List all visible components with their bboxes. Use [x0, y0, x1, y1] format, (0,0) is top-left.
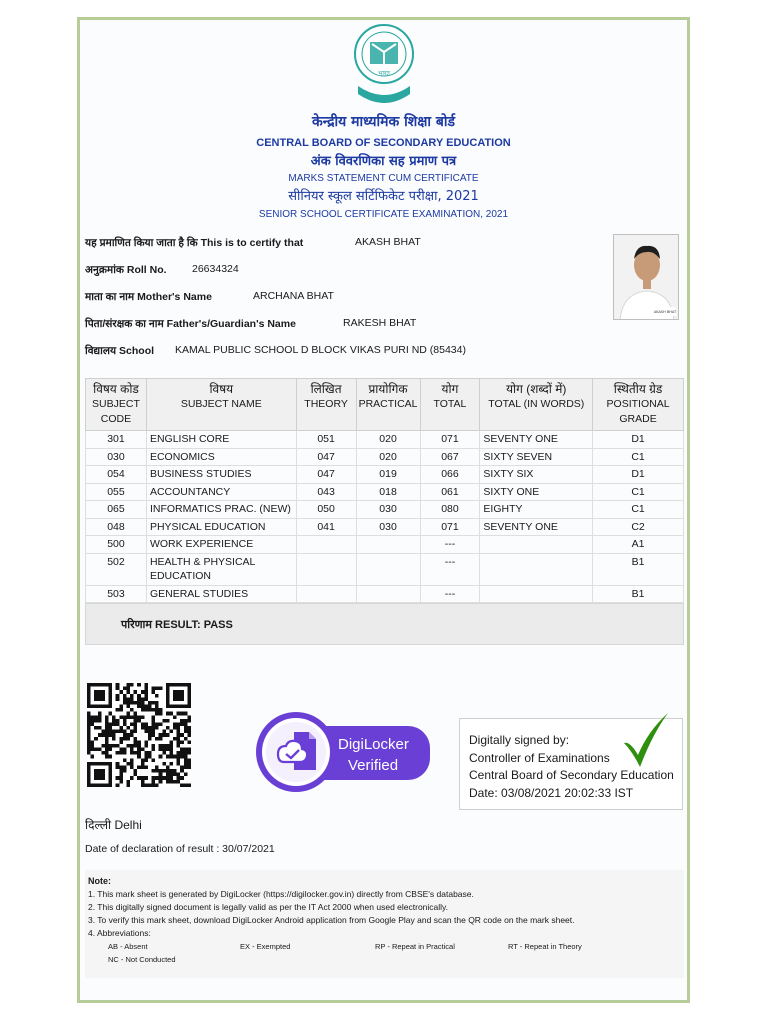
- signature-line-1: Digitally signed by:: [469, 733, 570, 747]
- signature-date: Date: 03/08/2021 20:02:33 IST: [469, 785, 634, 800]
- result-banner: [85, 603, 684, 645]
- notes-title: Note:: [88, 876, 111, 886]
- subject-name: ACCOUNTANCY: [146, 483, 296, 501]
- total-marks: 071: [420, 518, 480, 536]
- verified-label: Verified: [348, 757, 399, 774]
- abbreviation-nc: NC - Not Conducted: [108, 955, 176, 964]
- table-row: [86, 448, 684, 466]
- subject-code: 500: [86, 536, 147, 554]
- subject-name: PHYSICAL EDUCATION: [146, 518, 296, 536]
- subject-code: 030: [86, 448, 147, 466]
- qr-code[interactable]: [87, 683, 191, 787]
- subject-name: ENGLISH CORE: [146, 431, 296, 449]
- header-subject-code: विषय कोड SUBJECT CODE: [86, 379, 147, 431]
- practical-marks: 019: [356, 466, 420, 484]
- signature-line-2: Controller of Examinations: [469, 750, 610, 765]
- subject-name: HEALTH & PHYSICAL EDUCATION: [146, 553, 296, 585]
- cbse-logo: [352, 24, 416, 110]
- mother-name: ARCHANA BHAT: [253, 290, 334, 302]
- subject-code: 054: [86, 466, 147, 484]
- school-label: विद्यालय School: [85, 345, 155, 357]
- subject-name: INFORMATICS PRAC. (NEW): [146, 501, 296, 519]
- note-item: 2. This digitally signed document is legally valid as per the IT Act 2000 when used electronically.: [88, 902, 449, 912]
- board-name-hindi: केन्द्रीय माध्यमिक शिक्षा बोर्ड: [312, 114, 455, 130]
- practical-marks: 030: [356, 501, 420, 519]
- svg-text:भारत: भारत: [378, 70, 390, 77]
- digilocker-label: DigiLocker: [338, 736, 409, 753]
- theory-marks: [296, 585, 356, 603]
- positional-grade: C1: [593, 483, 684, 501]
- father-row: [85, 317, 417, 331]
- board-name-english: CENTRAL BOARD OF SECONDARY EDUCATION: [256, 137, 511, 149]
- subject-code: 048: [86, 518, 147, 536]
- mother-row: [85, 290, 334, 304]
- svg-text:AKASH BHAT: AKASH BHAT: [653, 310, 677, 314]
- school-row: [85, 344, 466, 358]
- abbreviation-row: [88, 940, 684, 953]
- total-marks: 067: [420, 448, 480, 466]
- header-practical: प्रायोगिक PRACTICAL: [356, 379, 420, 431]
- subject-code: 055: [86, 483, 147, 501]
- positional-grade: C1: [593, 501, 684, 519]
- total-in-words: SIXTY ONE: [480, 483, 593, 501]
- note-item: 1. This mark sheet is generated by DigiLocker (https://digilocker.gov.in) directly from CBSE's database.: [88, 889, 474, 899]
- total-marks: 061: [420, 483, 480, 501]
- total-in-words: [480, 536, 593, 554]
- abbreviation-ab: AB - Absent: [108, 942, 148, 951]
- practical-marks: 020: [356, 448, 420, 466]
- header-positional-grade: स्थितीय ग्रेड POSITIONAL GRADE: [593, 379, 684, 431]
- total-marks: ---: [420, 585, 480, 603]
- exam-title-english: SENIOR SCHOOL CERTIFICATE EXAMINATION, 2021: [258, 209, 509, 220]
- total-marks: 071: [420, 431, 480, 449]
- digilocker-verified-badge: [254, 708, 432, 792]
- total-in-words: SEVENTY ONE: [480, 518, 593, 536]
- total-in-words: SIXTY SIX: [480, 466, 593, 484]
- table-row: [86, 585, 684, 603]
- table-row: [86, 501, 684, 519]
- theory-marks: 047: [296, 448, 356, 466]
- total-in-words: [480, 585, 593, 603]
- student-name: AKASH BHAT: [355, 236, 421, 248]
- practical-marks: 018: [356, 483, 420, 501]
- subject-code: 301: [86, 431, 147, 449]
- total-marks: 080: [420, 501, 480, 519]
- header-total: योग TOTAL: [420, 379, 480, 431]
- header-total-words: योग (शब्दों में) TOTAL (IN WORDS): [480, 379, 593, 431]
- abbreviation-rt: RT - Repeat in Theory: [508, 942, 582, 951]
- total-in-words: SIXTY SEVEN: [480, 448, 593, 466]
- abbreviation-ex: EX - Exempted: [240, 942, 291, 951]
- table-row: [86, 466, 684, 484]
- table-header-row: [86, 379, 684, 431]
- father-label: पिता/संरक्षक का नाम Father's/Guardian's Name: [85, 318, 296, 330]
- positional-grade: C2: [593, 518, 684, 536]
- subject-name: WORK EXPERIENCE: [146, 536, 296, 554]
- theory-marks: 041: [296, 518, 356, 536]
- practical-marks: 020: [356, 431, 420, 449]
- roll-label: अनुक्रमांक Roll No.: [85, 264, 167, 276]
- practical-marks: [356, 553, 420, 585]
- school-name: KAMAL PUBLIC SCHOOL D BLOCK VIKAS PURI ND (85434): [175, 344, 466, 356]
- notes-section: [85, 870, 684, 978]
- table-row: [86, 431, 684, 449]
- signature-line-3: Central Board of Secondary Education: [469, 768, 674, 782]
- subject-name: BUSINESS STUDIES: [146, 466, 296, 484]
- subject-code: 503: [86, 585, 147, 603]
- positional-grade: D1: [593, 431, 684, 449]
- total-in-words: EIGHTY: [480, 501, 593, 519]
- theory-marks: [296, 536, 356, 554]
- header-theory: लिखित THEORY: [296, 379, 356, 431]
- positional-grade: B1: [593, 553, 684, 585]
- positional-grade: A1: [593, 536, 684, 554]
- positional-grade: C1: [593, 448, 684, 466]
- subject-code: 502: [86, 553, 147, 585]
- digital-signature-box: [459, 718, 683, 810]
- total-in-words: [480, 553, 593, 585]
- positional-grade: D1: [593, 466, 684, 484]
- theory-marks: [296, 553, 356, 585]
- document-title-english: MARKS STATEMENT CUM CERTIFICATE: [288, 173, 479, 184]
- practical-marks: [356, 585, 420, 603]
- document-title-hindi: अंक विवरणिका सह प्रमाण पत्र: [310, 154, 457, 169]
- table-row: [86, 536, 684, 554]
- header-subject-name: विषय SUBJECT NAME: [146, 379, 296, 431]
- total-marks: ---: [420, 553, 480, 585]
- note-item: 4. Abbreviations:: [88, 928, 151, 938]
- result-label: परिणाम RESULT: PASS: [121, 619, 233, 631]
- theory-marks: 043: [296, 483, 356, 501]
- student-photo: [613, 234, 679, 320]
- checkmark-icon: [620, 711, 670, 769]
- subject-name: ECONOMICS: [146, 448, 296, 466]
- theory-marks: 050: [296, 501, 356, 519]
- total-in-words: SEVENTY ONE: [480, 431, 593, 449]
- marks-table: [85, 378, 684, 603]
- total-marks: ---: [420, 536, 480, 554]
- subject-code: 065: [86, 501, 147, 519]
- note-item: 3. To verify this mark sheet, download DigiLocker Android application from Google Play and scan the QR code on the mark sheet.: [88, 915, 575, 925]
- declaration-date: Date of declaration of result : 30/07/2021: [85, 843, 275, 855]
- subject-name: GENERAL STUDIES: [146, 585, 296, 603]
- table-row: [86, 483, 684, 501]
- abbreviation-rp: RP - Repeat in Practical: [375, 942, 455, 951]
- theory-marks: 051: [296, 431, 356, 449]
- total-marks: 066: [420, 466, 480, 484]
- table-row: [86, 518, 684, 536]
- place-label: दिल्ली Delhi: [85, 818, 142, 832]
- practical-marks: [356, 536, 420, 554]
- table-row: [86, 553, 684, 585]
- positional-grade: B1: [593, 585, 684, 603]
- exam-title-hindi: सीनियर स्कूल सर्टिफिकेट परीक्षा, 2021: [288, 189, 479, 204]
- roll-number: 26634324: [192, 263, 239, 275]
- practical-marks: 030: [356, 518, 420, 536]
- roll-row: [85, 263, 239, 277]
- mother-label: माता का नाम Mother's Name: [85, 291, 212, 303]
- theory-marks: 047: [296, 466, 356, 484]
- father-name: RAKESH BHAT: [343, 317, 417, 329]
- abbreviation-row: [88, 953, 684, 966]
- certify-row: [85, 236, 421, 250]
- certify-label: यह प्रमाणित किया जाता है कि This is to certify that: [85, 237, 304, 249]
